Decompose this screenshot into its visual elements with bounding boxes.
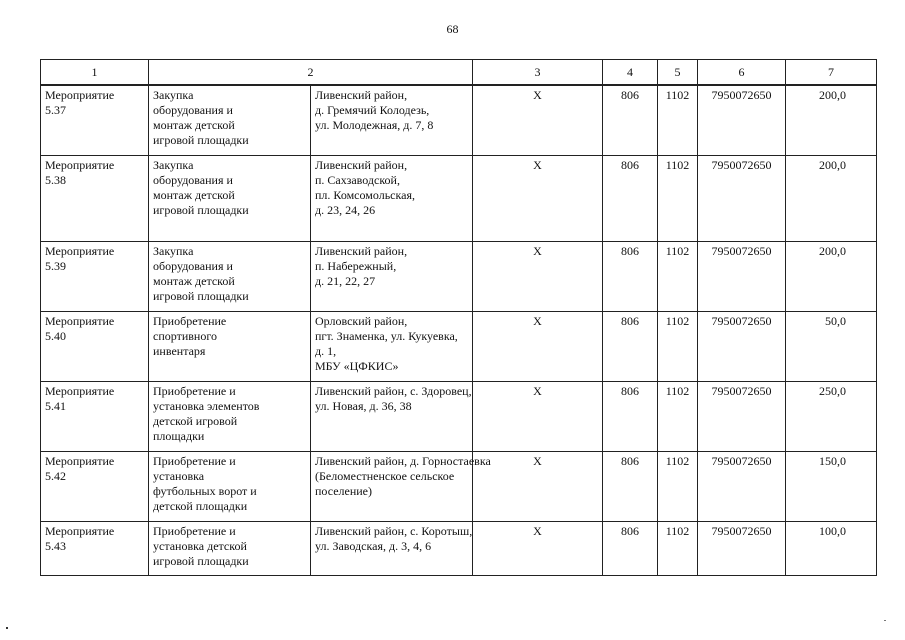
code-cell: 806 [603,382,658,452]
event-cell [41,522,149,576]
name-cell-line: игровой площадки [153,203,249,217]
place-cell-line: Ливенский район, с. Коротыш, [315,524,473,538]
scan-speck [884,620,886,621]
event-cell-line: 5.42 [45,469,66,483]
sum-cell: 250,0 [786,382,877,452]
event-cell [41,452,149,522]
event-cell-line: 5.39 [45,259,66,273]
x-cell: X [473,86,603,156]
csr-cell: 7950072650 [698,312,786,382]
code-cell: 806 [603,522,658,576]
x-cell: X [473,312,603,382]
csr-cell: 7950072650 [698,86,786,156]
name-cell [149,242,311,312]
table-row [41,156,877,242]
event-cell [41,156,149,242]
header-col-5: 5 [658,60,698,85]
event-cell-line: Мероприятие [45,314,115,328]
event-cell-line: Мероприятие [45,524,115,538]
name-cell-line: оборудования и [153,173,233,187]
place-cell-line: д. 23, 24, 26 [315,203,376,217]
name-cell [149,156,311,242]
sum-cell: 200,0 [786,156,877,242]
section-cell: 1102 [658,452,698,522]
place-cell-line: ул. Новая, д. 36, 38 [315,399,412,413]
table-header [41,60,877,86]
place-cell [311,522,473,576]
header-col-2: 2 [149,60,473,85]
table-row [41,522,877,576]
place-cell-line: Ливенский район, с. Здоровец, [315,384,472,398]
event-cell [41,382,149,452]
place-cell-line: поселение) [315,484,372,498]
event-cell-line: 5.37 [45,103,66,117]
name-cell-line: оборудования и [153,259,233,273]
section-cell: 1102 [658,382,698,452]
name-cell-line: детской игровой [153,414,238,428]
sum-cell: 50,0 [786,312,877,382]
table-row [41,312,877,382]
name-cell-line: игровой площадки [153,554,249,568]
code-cell: 806 [603,156,658,242]
place-cell-line: д. Гремячий Колодезь, [315,103,430,117]
name-cell [149,522,311,576]
table-row [41,86,877,156]
csr-cell: 7950072650 [698,156,786,242]
table-row [41,452,877,522]
code-cell: 806 [603,86,658,156]
place-cell-line: ул. Заводская, д. 3, 4, 6 [315,539,432,553]
place-cell-line: Ливенский район, [315,158,408,172]
name-cell-line: игровой площадки [153,289,249,303]
header-row [41,60,877,85]
section-cell: 1102 [658,522,698,576]
name-cell [149,312,311,382]
x-cell: X [473,242,603,312]
place-cell [311,156,473,242]
csr-cell: 7950072650 [698,242,786,312]
x-cell: X [473,156,603,242]
place-cell-line: Ливенский район, [315,88,408,102]
name-cell-line: оборудования и [153,103,233,117]
code-cell: 806 [603,312,658,382]
place-cell-line: д. 21, 22, 27 [315,274,376,288]
csr-cell: 7950072650 [698,452,786,522]
name-cell-line: Закупка [153,158,194,172]
code-cell: 806 [603,452,658,522]
name-cell-line: Приобретение и [153,524,236,538]
event-cell-line: Мероприятие [45,244,115,258]
name-cell-line: монтаж детской [153,188,235,202]
place-cell-line: п. Набережный, [315,259,397,273]
event-cell-line: Мероприятие [45,158,115,172]
table-body [41,86,877,576]
name-cell-line: площадки [153,429,205,443]
sum-cell: 200,0 [786,86,877,156]
header-col-4: 4 [603,60,658,85]
place-cell [311,312,473,382]
name-cell [149,382,311,452]
place-cell [311,242,473,312]
name-cell [149,86,311,156]
section-cell: 1102 [658,312,698,382]
name-cell-line: Закупка [153,88,194,102]
event-cell-line: Мероприятие [45,384,115,398]
name-cell-line: детской площадки [153,499,248,513]
header-col-6: 6 [698,60,786,85]
table-row [41,242,877,312]
name-cell-line: Приобретение и [153,454,236,468]
sum-cell: 200,0 [786,242,877,312]
page-number: 68 [446,22,459,36]
name-cell [149,452,311,522]
csr-cell: 7950072650 [698,522,786,576]
event-cell-line: 5.41 [45,399,66,413]
name-cell-line: игровой площадки [153,133,249,147]
place-cell-line: д. 1, [315,344,337,358]
section-cell: 1102 [658,242,698,312]
name-cell-line: установка элементов [153,399,260,413]
name-cell-line: инвентаря [153,344,206,358]
place-cell [311,452,491,522]
name-cell-line: спортивного [153,329,217,343]
table-row [41,382,877,452]
header-col-7: 7 [786,60,877,85]
place-cell-line: (Беломестненское сельское [315,469,455,483]
event-cell [41,312,149,382]
place-cell-line: Орловский район, [315,314,408,328]
sum-cell: 100,0 [786,522,877,576]
scan-speck [6,627,8,629]
name-cell-line: установка [153,469,205,483]
place-cell-line: пгт. Знаменка, ул. Кукуевка, [315,329,458,343]
code-cell: 806 [603,242,658,312]
place-cell-line: п. Сахзаводской, [315,173,400,187]
name-cell-line: Закупка [153,244,194,258]
place-cell [311,86,473,156]
event-cell-line: Мероприятие [45,88,115,102]
header-col-3: 3 [473,60,603,85]
event-cell [41,86,149,156]
csr-cell: 7950072650 [698,382,786,452]
x-cell: X [473,382,603,452]
place-cell-line: Ливенский район, д. Горностаевка [315,454,491,468]
place-cell [311,382,473,452]
event-cell-line: 5.40 [45,329,66,343]
event-cell-line: 5.43 [45,539,66,553]
name-cell-line: Приобретение [153,314,227,328]
section-cell: 1102 [658,86,698,156]
header-col-1: 1 [41,60,149,85]
x-cell: X [473,452,603,522]
sum-cell: 150,0 [786,452,877,522]
place-cell-line: пл. Комсомольская, [315,188,415,202]
name-cell-line: установка детской [153,539,247,553]
x-cell: X [473,522,603,576]
name-cell-line: Приобретение и [153,384,236,398]
name-cell-line: футбольных ворот и [153,484,257,498]
place-cell-line: ул. Молодежная, д. 7, 8 [315,118,434,132]
event-cell-line: 5.38 [45,173,66,187]
budget-table [40,59,877,576]
place-cell-line: МБУ «ЦФКИС» [315,359,399,373]
event-cell [41,242,149,312]
name-cell-line: монтаж детской [153,274,235,288]
event-cell-line: Мероприятие [45,454,115,468]
name-cell-line: монтаж детской [153,118,235,132]
place-cell-line: Ливенский район, [315,244,408,258]
section-cell: 1102 [658,156,698,242]
